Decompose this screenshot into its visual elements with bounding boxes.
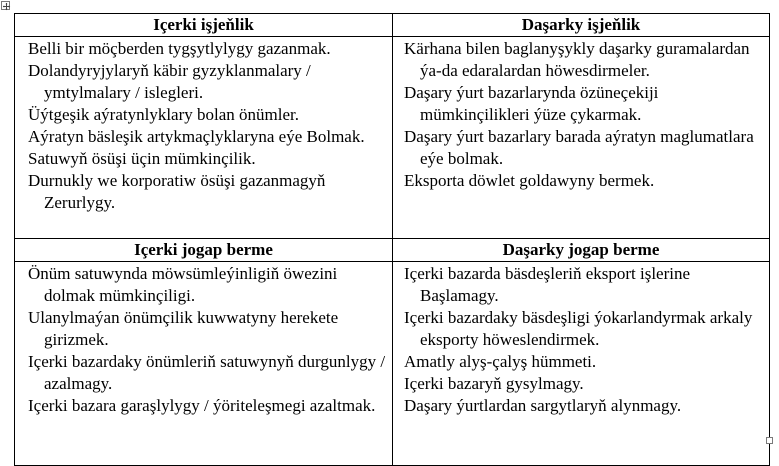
internal-strengths-list bbox=[15, 37, 392, 238]
table-row bbox=[15, 262, 770, 466]
table-row bbox=[15, 37, 770, 239]
list-item: Daşary ýurt bazarlary barada aýratyn maglumatlara eýe bolmak. bbox=[404, 127, 754, 168]
internal-responses-list bbox=[15, 262, 392, 465]
internal-strengths-cell bbox=[15, 37, 393, 239]
header-external-strengths: Daşarky işjeňlik bbox=[393, 14, 770, 37]
list-item: Amatly alyş-çalyş hümmeti. bbox=[404, 352, 597, 371]
table-resize-handle[interactable] bbox=[766, 437, 773, 444]
list-item: Içerki bazara garaşlylygy / ýöriteleşmegi azaltmak. bbox=[28, 396, 376, 415]
list-item: Eksporta döwlet goldawyny bermek. bbox=[404, 171, 655, 190]
list-item: Durnukly we korporatiw ösüşi gazanmagyň Zerurlygy. bbox=[28, 171, 326, 212]
list-item: Daşary ýurt bazarlarynda özüneçekiji mümkinçilikleri ýüze çykarmak. bbox=[404, 83, 659, 124]
list-item: Satuwyň ösüşi üçin mümkinçilik. bbox=[28, 149, 256, 168]
list-item: Önüm satuwynda möwsümleýinligiň öwezini dolmak mümkinçiligi. bbox=[28, 264, 338, 305]
strengths-responses-table bbox=[14, 13, 770, 466]
list-item: Aýratyn bäsleşik artykmaçlyklaryna eýe Bolmak. bbox=[28, 127, 365, 146]
move-arrows-icon bbox=[2, 2, 11, 11]
header-external-responses: Daşarky jogap berme bbox=[393, 239, 770, 262]
header-internal-strengths: Içerki işjeňlik bbox=[15, 14, 393, 37]
external-strengths-cell bbox=[393, 37, 770, 239]
internal-responses-cell bbox=[15, 262, 393, 466]
list-item: Içerki bazardaky bäsdeşligi ýokarlandyrmak arkaly eksporty höweslendirmek. bbox=[404, 308, 753, 349]
list-item: Içerki bazardaky önümleriň satuwynyň durgunlygy / azalmagy. bbox=[28, 352, 386, 393]
list-item: Belli bir möçberden tygşytlylygy gazanmak. bbox=[28, 39, 331, 58]
list-item: Daşary ýurtlardan sargytlaryň alynmagy. bbox=[404, 396, 682, 415]
external-strengths-list bbox=[393, 37, 769, 238]
list-item: Dolandyryjylaryň käbir gyzyklanmalary / ymtylmalary / islegleri. bbox=[28, 61, 311, 102]
list-item: Ulanylmaýan önümçilik kuwwatyny herekete girizmek. bbox=[28, 308, 339, 349]
header-internal-responses: Içerki jogap berme bbox=[15, 239, 393, 262]
list-item: Kärhana bilen baglanyşykly daşarky guramalardan ýa-da edaralardan höwesdirmeler. bbox=[404, 39, 750, 80]
list-item: Içerki bazaryň gysylmagy. bbox=[404, 374, 584, 393]
list-item: Içerki bazarda bäsdeşleriň eksport işlerine Başlamagy. bbox=[404, 264, 691, 305]
external-responses-cell bbox=[393, 262, 770, 466]
table-move-handle[interactable] bbox=[1, 1, 10, 10]
table-header-row bbox=[15, 239, 770, 262]
table-header-row bbox=[15, 14, 770, 37]
list-item: Üýtgeşik aýratynlyklary bolan önümler. bbox=[28, 105, 299, 124]
external-responses-list bbox=[393, 262, 769, 465]
